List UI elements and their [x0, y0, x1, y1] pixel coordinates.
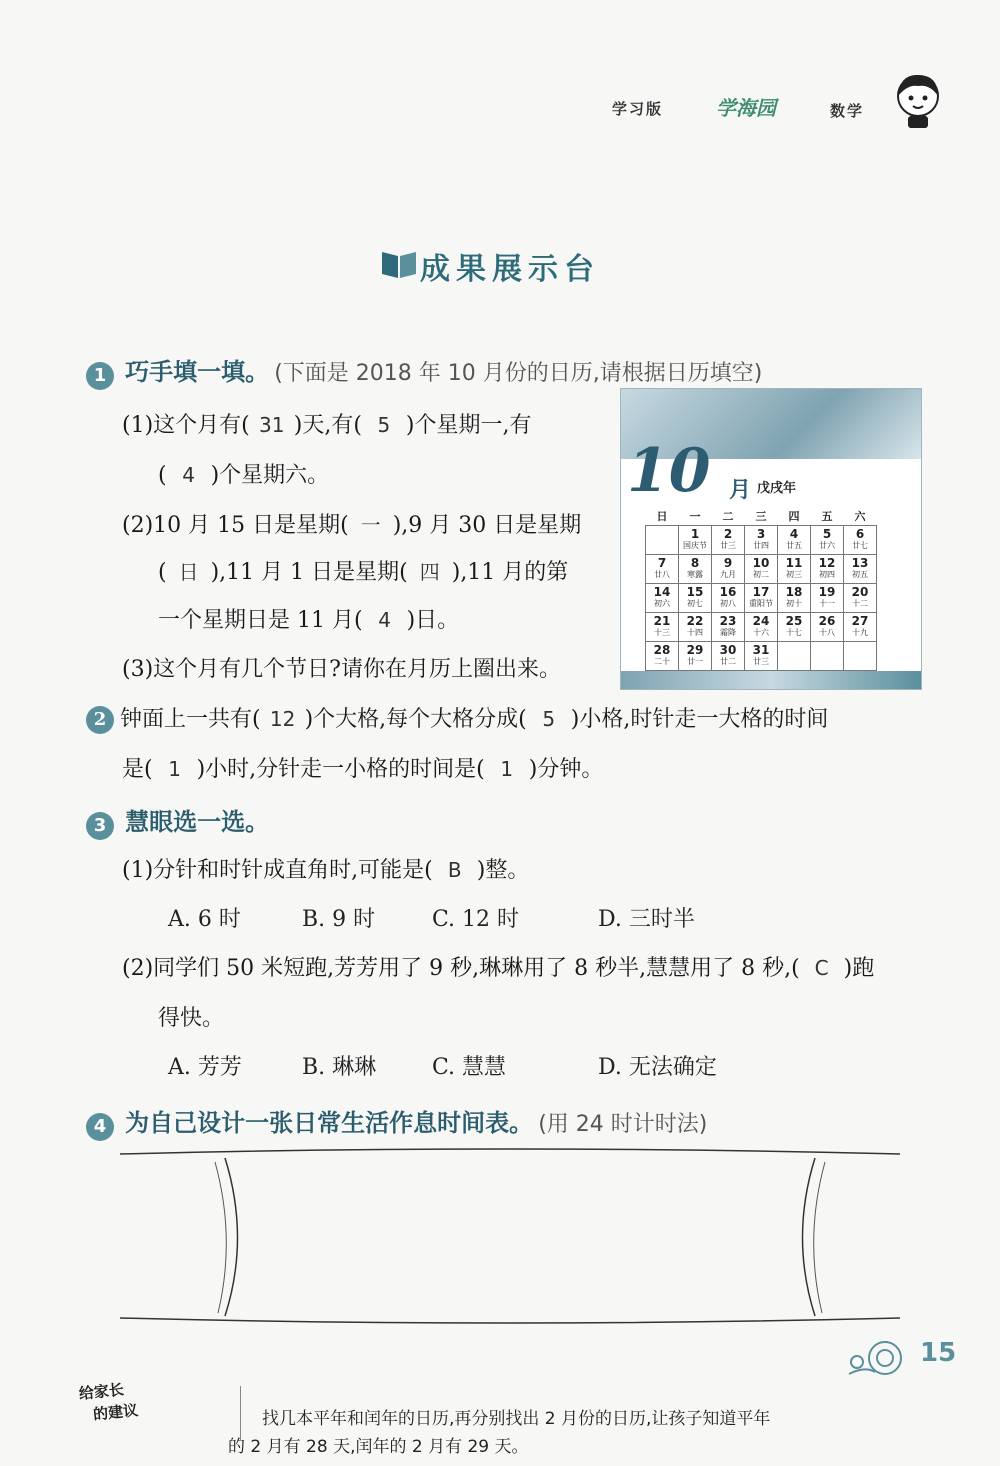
calendar-lunar-date: 初八 — [720, 599, 736, 608]
calendar-day — [679, 613, 712, 642]
q1-number: 1 — [86, 362, 114, 390]
calendar-lunar-date: 寒露 — [687, 570, 703, 579]
q4-heading — [86, 1103, 707, 1141]
calendar-lunar-date: 霜降 — [720, 628, 736, 637]
calendar-day-number: 18 — [785, 585, 803, 599]
calendar-lunar-date: 廿三 — [720, 541, 736, 550]
answer-first-sunday: 4 — [378, 608, 391, 632]
q2-number: 2 — [86, 706, 114, 734]
parent-advice-label: 给家长 的建议 — [78, 1380, 139, 1424]
q1-line3: (2)10 月 15 日是星期( 一 ),9 月 30 日是星期 — [122, 508, 581, 539]
calendar-day — [778, 526, 811, 555]
calendar-day-number: 12 — [818, 556, 836, 570]
calendar-day-number: 22 — [686, 614, 704, 628]
answer-oct15: 一 — [360, 513, 381, 537]
calendar-lunar-date: 廿七 — [852, 541, 868, 550]
section-banner: 成果展示台 — [420, 252, 600, 287]
calendar-day — [745, 642, 778, 671]
calendar-lunar-date: 廿五 — [786, 541, 802, 550]
calendar-day-number: 5 — [822, 527, 832, 541]
q3-s2-option-c: C. 慧慧 — [432, 1055, 507, 1080]
calendar-weekday: 日 — [656, 510, 668, 523]
answer-days: 31 — [259, 413, 285, 437]
calendar-lunar-date: 初十 — [786, 599, 802, 608]
calendar-lunar-date: 十三 — [654, 628, 670, 637]
calendar-day — [844, 555, 877, 584]
calendar-day — [844, 526, 877, 555]
calendar-day — [745, 526, 778, 555]
answer-minute-hand: 1 — [500, 757, 514, 781]
calendar-day-number: 2 — [723, 527, 733, 541]
page-number: 15 — [920, 1338, 957, 1368]
edition-label: 学习版 — [612, 100, 664, 118]
calendar-day — [778, 613, 811, 642]
calendar-day-number: 10 — [752, 556, 770, 570]
calendar-day — [811, 555, 844, 584]
calendar-week-row — [646, 642, 877, 671]
q1-line5: 一个星期日是 11 月( 4 )日。 — [158, 608, 460, 633]
calendar-lunar-date: 初三 — [786, 570, 802, 579]
calendar-day-number: 15 — [686, 585, 704, 599]
calendar-weekday: 二 — [722, 510, 734, 523]
calendar-month: 10 — [627, 436, 711, 506]
q1-line6: (3)这个月有几个节日?请你在月历上圈出来。 — [122, 657, 561, 682]
answer-sep30: 日 — [178, 560, 199, 584]
q4-title: 为自己设计一张日常生活作息时间表。 — [125, 1109, 534, 1137]
calendar-lunar-date: 初四 — [819, 570, 835, 579]
calendar-day — [646, 584, 679, 613]
calendar-lunar-date: 廿三 — [753, 657, 769, 666]
calendar-lunar-date: 初六 — [654, 599, 670, 608]
calendar-day — [712, 526, 745, 555]
calendar-month-suffix: 月 — [729, 478, 752, 503]
calendar-day-number: 21 — [653, 614, 671, 628]
q3-s2-option-d: D. 无法确定 — [598, 1055, 717, 1080]
calendar-lunar-date: 廿六 — [819, 541, 835, 550]
calendar-day-number: 1 — [690, 527, 700, 541]
calendar-day — [679, 526, 712, 555]
calendar-week-row — [646, 555, 877, 584]
calendar — [620, 388, 922, 690]
calendar-footer-decoration — [621, 671, 921, 689]
calendar-weekday: 五 — [821, 510, 833, 523]
calendar-day — [811, 526, 844, 555]
calendar-lunar-date: 十一 — [819, 599, 835, 608]
answer-saturdays: 4 — [182, 463, 195, 487]
q3-heading — [86, 802, 269, 840]
calendar-day — [844, 642, 877, 671]
calendar-day-number: 24 — [752, 614, 770, 628]
schedule-scroll-frame — [110, 1148, 910, 1328]
calendar-lunar-date: 二十 — [654, 657, 670, 666]
answer-big-divisions: 12 — [269, 707, 296, 731]
calendar-day-number: 16 — [719, 585, 737, 599]
q3-s2-option-b: B. 琳琳 — [302, 1055, 377, 1080]
calendar-lunar-date: 初七 — [687, 599, 703, 608]
calendar-day — [712, 584, 745, 613]
q3-s2-option-a: A. 芳芳 — [168, 1055, 242, 1080]
calendar-day — [811, 613, 844, 642]
advice-line2: 的 2 月有 28 天,闰年的 2 月有 29 天。 — [228, 1437, 529, 1457]
q3-sub1: (1)分针和时针成直角时,可能是( B )整。 — [122, 858, 530, 883]
q1-line4: ( 日 ),11 月 1 日是星期( 四 ),11 月的第 — [158, 555, 568, 586]
q4-number: 4 — [86, 1113, 114, 1141]
q1-title: 巧手填一填。 — [125, 358, 270, 386]
calendar-day-number: 6 — [855, 527, 865, 541]
calendar-lunar-date: 十六 — [753, 628, 769, 637]
answer-nov1: 四 — [419, 560, 440, 584]
calendar-day — [712, 613, 745, 642]
q1-heading — [86, 352, 762, 390]
calendar-day — [778, 642, 811, 671]
calendar-day-number: 29 — [686, 643, 704, 657]
q3-s1-option-c: C. 12 时 — [432, 907, 520, 932]
calendar-day — [844, 613, 877, 642]
advice-line1: 找几本平年和闰年的日历,再分别找出 2 月份的日历,让孩子知道平年 — [262, 1409, 771, 1429]
q3-number: 3 — [86, 812, 114, 840]
calendar-day — [646, 526, 679, 555]
calendar-day-number: 3 — [756, 527, 766, 541]
calendar-lunar-date: 十九 — [852, 628, 868, 637]
calendar-lunar-date: 十二 — [852, 599, 868, 608]
calendar-weekday: 三 — [755, 510, 767, 523]
calendar-day-number: 14 — [653, 585, 671, 599]
calendar-day-number: 27 — [851, 614, 869, 628]
girl-mascot-icon — [890, 70, 946, 132]
calendar-lunar-date: 初二 — [753, 570, 769, 579]
calendar-day — [778, 555, 811, 584]
calendar-lunar-date: 十四 — [687, 628, 703, 637]
calendar-day-number: 17 — [752, 585, 770, 599]
q3-s1-option-d: D. 三时半 — [598, 907, 695, 932]
calendar-lunar-date: 十七 — [786, 628, 802, 637]
calendar-day — [844, 584, 877, 613]
calendar-weekday: 六 — [854, 510, 866, 523]
calendar-day-number: 28 — [653, 643, 671, 657]
calendar-day-number: 13 — [851, 556, 869, 570]
calendar-lunar-date: 国庆节 — [683, 541, 707, 550]
calendar-day — [679, 642, 712, 671]
q1-note: (下面是 2018 年 10 月份的日历,请根据日历填空) — [274, 361, 763, 386]
q3-s1-option-a: A. 6 时 — [168, 907, 241, 932]
calendar-day-number: 7 — [657, 556, 667, 570]
answer-hour-hand: 1 — [168, 757, 181, 781]
q3-sub2: (2)同学们 50 米短跑,芳芳用了 9 秒,琳琳用了 8 秒半,慧慧用了 8 秒,( C )跑 — [122, 956, 875, 981]
calendar-year: 戊戌年 — [757, 481, 797, 496]
calendar-weekday: 一 — [689, 510, 701, 523]
snail-mascot-icon — [845, 1332, 915, 1378]
calendar-day — [646, 555, 679, 584]
calendar-lunar-date: 廿一 — [687, 657, 703, 666]
calendar-day — [646, 642, 679, 671]
calendar-lunar-date: 十八 — [819, 628, 835, 637]
q1-line1: (1)这个月有( 31 )天,有( 5 )个星期一,有 — [122, 413, 532, 438]
calendar-day — [679, 584, 712, 613]
calendar-day — [811, 642, 844, 671]
calendar-day-number: 31 — [752, 643, 770, 657]
calendar-lunar-date: 初五 — [852, 570, 868, 579]
calendar-day-number: 8 — [690, 556, 700, 570]
calendar-day-number: 30 — [719, 643, 737, 657]
calendar-day — [712, 555, 745, 584]
calendar-weekday: 四 — [788, 510, 800, 523]
calendar-day — [712, 642, 745, 671]
calendar-lunar-date: 廿二 — [720, 657, 736, 666]
q4-note: (用 24 时计时法) — [538, 1112, 708, 1137]
q2-line1: 2 钟面上一共有( 12 )个大格,每个大格分成( 5 )小格,时针走一大格的时间 — [86, 702, 828, 734]
answer-mondays: 5 — [377, 413, 391, 437]
calendar-day-number: 23 — [719, 614, 737, 628]
calendar-day-number: 19 — [818, 585, 836, 599]
calendar-day — [646, 613, 679, 642]
calendar-day-number: 20 — [851, 585, 869, 599]
calendar-lunar-date: 九月 — [720, 570, 736, 579]
calendar-day — [679, 555, 712, 584]
answer-right-angle: B — [447, 858, 462, 882]
calendar-day-number: 26 — [818, 614, 836, 628]
calendar-day-number: 25 — [785, 614, 803, 628]
subject-label: 数学 — [830, 102, 865, 120]
answer-small-divisions: 5 — [542, 707, 556, 731]
calendar-day — [778, 584, 811, 613]
calendar-lunar-date: 重阳节 — [749, 599, 773, 608]
calendar-day-number: 4 — [789, 527, 799, 541]
calendar-lunar-date: 廿八 — [654, 570, 670, 579]
book-icon — [380, 246, 418, 280]
q3-s1-option-b: B. 9 时 — [302, 907, 376, 932]
brand-logo: 学海园 — [716, 96, 776, 120]
calendar-day-number: 11 — [785, 556, 803, 570]
calendar-lunar-date: 廿四 — [753, 541, 769, 550]
answer-fastest: C — [814, 956, 829, 980]
calendar-week-row — [646, 613, 877, 642]
calendar-week-row — [646, 526, 877, 555]
calendar-day — [811, 584, 844, 613]
calendar-grid — [645, 507, 877, 671]
q3-sub2-line2: 得快。 — [158, 1006, 225, 1031]
q1-line2: ( 4 )个星期六。 — [158, 463, 330, 488]
calendar-week-row — [646, 584, 877, 613]
calendar-day — [745, 613, 778, 642]
q3-title: 慧眼选一选。 — [125, 808, 270, 836]
q2-line2: 是( 1 )小时,分针走一小格的时间是( 1 )分钟。 — [122, 757, 604, 782]
calendar-day — [745, 555, 778, 584]
calendar-day — [745, 584, 778, 613]
calendar-day-number: 9 — [723, 556, 733, 570]
